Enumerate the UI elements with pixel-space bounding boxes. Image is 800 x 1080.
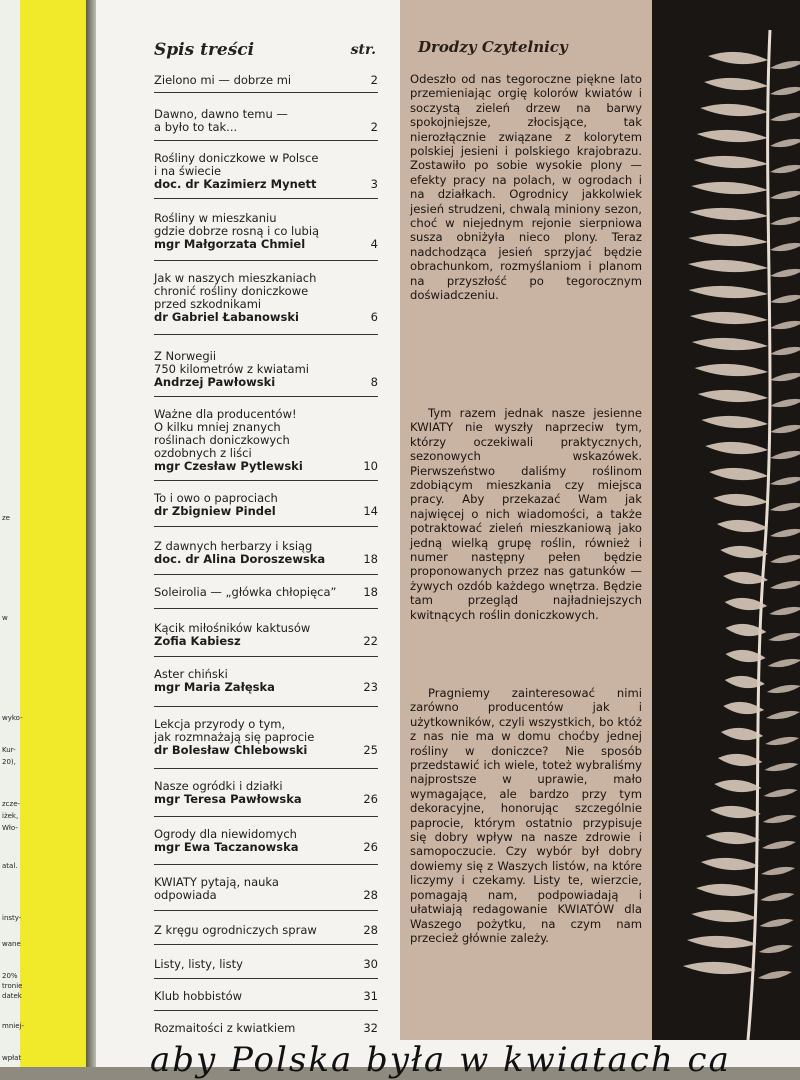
previous-page-edge [0,0,23,1067]
fern-leaflet [717,520,768,532]
fern-stem [748,30,770,1040]
fern-photograph [652,0,800,1040]
letter-paragraph: Pragniemy zainteresować nimi zarówno producentów jak i użytkowników, czyli wszystkich, bo któż z nas nie ma w domu choćby jednej rośliny w doniczce? Nie sposób przedstawić ich wiele, toteż wybraliśmy najprostsze w uprawie, mało wymagające, ale bardzo przy tym dekoracyjne, honorując szczególnie paprocie, którym ostatnio przypisuje się dobry wpływ na nasze zdrowie i samopoczucie. Czy wybór był dobry dowiemy się z Waszych listów, na które liczymy i czekamy. Listy te, wierzcie, pomagają nam, podpowiadają i ułatwiają redagowanie KWIATÓW dla Waszego pożytku, na czym nam przecież głównie zależy. [410,686,642,945]
toc-author: Andrzej Pawłowski [154,375,276,389]
fern-leaflet [723,572,768,584]
fragment: 20), [2,758,16,766]
toc-item: Z kręgu ogrodniczych spraw 28 [154,923,378,937]
fern-leaflet [770,113,800,121]
divider [154,334,378,335]
fern-leaflet [762,841,796,849]
fern-leaflet [770,347,800,355]
fern-leaflet [770,269,800,277]
divider [154,574,378,575]
fern-leaflet [687,936,757,948]
toc-item: Rośliny doniczkowe w Polsce i na świecie doc. dr Kazimierz Mynett 3 [154,151,378,191]
fern-leaflet [770,139,800,147]
toc-page-number: 10 [363,459,378,473]
fern-leaflet [768,659,800,667]
toc-item: Nasze ogródki i działki mgr Teresa Pawłowska 26 [154,779,378,806]
toc-item: To i owo o paprociach dr Zbigniew Pindel 14 [154,491,378,518]
fern-leaflet [770,295,800,303]
toc-item: Aster chiński mgr Maria Załęska 23 [154,667,378,694]
toc-page-number: 2 [370,120,378,134]
fern-leaflet [698,390,768,402]
divider [154,480,378,481]
fern-leaflet [689,286,768,298]
fern-leaflet [770,217,800,225]
divider [154,816,378,817]
fern-leaflet [761,867,795,875]
fern-leaflet [766,711,800,719]
fern-leaflet [760,919,794,927]
toc-page-number: 8 [370,375,378,389]
toc-author: mgr Teresa Pawłowska [154,792,302,806]
fern-leaflet [764,789,798,797]
divider [154,198,378,199]
fragment: wane [2,940,21,948]
toc-item: Rozmaitości z kwiatkiem 32 [154,1021,378,1035]
fern-leaflet [713,494,768,506]
fern-leaflet [696,884,758,896]
fragment: w [2,614,8,622]
fern-leaflet [769,607,800,615]
toc-heading [154,40,384,66]
divider [154,260,378,261]
fern-leaflet [697,130,768,142]
toc-item: Soleirolia — „główka chłopięca” 18 [154,585,378,599]
fern-leaflet [704,78,768,90]
toc-author: mgr Maria Załęska [154,680,275,694]
toc-page-number: 23 [363,680,378,694]
fern-leaflet [770,477,800,485]
toc-author: dr Zbigniew Pindel [154,504,276,518]
toc-page-number: 18 [363,552,378,566]
toc-title: Spis treści [154,40,255,60]
fern-leaflet [759,945,793,953]
toc-item: Klub hobbistów 31 [154,989,378,1003]
fern-leaflet [770,529,800,537]
fern-leaflet [688,260,768,272]
divider [154,526,378,527]
fern-leaflet [694,156,768,168]
toc-item: Jak w naszych mieszkaniach chronić rośliny doniczkowe przed szkodnikami dr Gabriel Łabanowski 6 [154,271,378,324]
toc-item: Z dawnych herbarzy i ksiąg doc. dr Alina Doroszewska 18 [154,539,378,566]
toc-page-number: 14 [363,504,378,518]
toc-page-column-label: str. [350,42,376,58]
toc-page-number: 28 [363,923,378,937]
divider [154,92,378,93]
fern-leaflet [709,468,768,480]
divider [154,396,378,397]
fern-leaflet [701,416,768,428]
divider [154,1010,378,1011]
fern-leaflet [700,104,768,116]
fragment: tronie [2,982,23,990]
toc-page-number: 26 [363,840,378,854]
toc-item: Lekcja przyrody o tym, jak rozmnażają się paprocie dr Bolesław Chlebowski 25 [154,717,378,757]
toc-page-number: 32 [363,1021,378,1035]
toc-item: Rośliny w mieszkaniu gdzie dobrze rosną i co lubią mgr Małgorzata Chmiel 4 [154,211,378,251]
toc-page-number: 2 [370,73,378,87]
letter-paragraph: Tym razem jednak nasze jesienne KWIATY nie wyszły naprzeciw tym, którzy oczekiwali praktycznych, sezonowych wskazówek. Pierwszeństwo daliśmy roślinom zdobiącym mieszkania czy miejsca pracy. Aby przekazać Wam jak najwięcej o nich wiadomości, a także potraktować zieleń mieszkaniową jako jedną wielką grupę roślin, również i numer następny pełen będzie proponowanych przez nas gatunków — żywych ozdób każdego wnętrza. Będzie tam przegląd najładniejszych kwitnących roślin doniczkowych. [410,406,642,622]
toc-author: doc. dr Alina Doroszewska [154,552,326,566]
divider [154,978,378,979]
fern-leaflet [770,191,800,199]
fern-leaflet [718,754,763,766]
toc-page-number: 6 [370,310,378,324]
fragment: datek [2,992,22,1000]
toc-item: Ważne dla producentów! O kilku mniej znanych roślinach doniczkowych ozdobnych z liści mgr Czesław Pytlewski 10 [154,407,378,473]
letter-heading: Drodzy Czytelnicy [418,38,568,56]
fern-leaflet [708,52,768,64]
bottom-caption: aby Polska była w kwiatach ca [150,1040,731,1080]
toc-item: Kącik miłośników kaktusów Zofia Kabiesz 22 [154,621,378,648]
toc-author: mgr Czesław Pytlewski [154,459,303,473]
fragment: atal. [2,862,18,870]
fragment: zcze- [2,800,21,808]
fern-leaflet [764,763,798,771]
toc-item: Ogrody dla niewidomych mgr Ewa Taczanowska 26 [154,827,378,854]
fern-leaflet [701,858,759,870]
divider [154,140,378,141]
fern-leaflet [768,633,800,641]
toc-page-number: 4 [370,237,378,251]
toc-page-number: 18 [363,585,378,599]
fern-leaflet [770,581,800,589]
fern-leaflet [770,61,800,69]
fern-leaflet [758,971,792,979]
fern-illustration [652,0,800,1040]
fern-leaflet [770,503,800,511]
fern-leaflet [688,234,768,246]
fern-leaflet [705,442,768,454]
fern-leaflet [765,737,799,745]
fern-leaflet [763,815,797,823]
fragment: wpłat [2,1054,22,1062]
divider [154,768,378,769]
divider [154,864,378,865]
fern-leaflet [770,165,800,173]
fern-leaflet [692,338,768,350]
fragment: wyko- [2,714,23,722]
fern-leaflet [706,832,760,844]
fern-leaflet [770,373,800,381]
toc-item: Z Norwegii 750 kilometrów z kwiatami Andrzej Pawłowski 8 [154,349,378,389]
fern-leaflet [690,312,768,324]
fern-leaflet [694,364,768,376]
fern-leaflet [683,962,756,974]
toc-author: mgr Ewa Taczanowska [154,840,299,854]
toc-item: Listy, listy, listy 30 [154,957,378,971]
divider [154,706,378,707]
fragment: insty- [2,914,22,922]
fragment: 20% [2,972,18,980]
fragment: ze [2,514,10,522]
toc-page-number: 3 [370,177,378,191]
fragment: Wło- [2,824,18,832]
fragment: Kur- [2,746,16,754]
fern-leaflet [770,555,800,563]
divider [154,608,378,609]
fern-leaflet [770,243,800,251]
toc-page-number: 22 [363,634,378,648]
toc-page-number: 31 [363,989,378,1003]
toc-item: Dawno, dawno temu — a było to tak... 2 [154,107,378,134]
fern-leaflet [770,399,800,407]
toc-page-number: 26 [363,792,378,806]
toc-author: dr Gabriel Łabanowski [154,310,299,324]
toc-page-number: 28 [363,888,378,902]
toc-author: mgr Małgorzata Chmiel [154,237,306,251]
fern-leaflet [770,451,800,459]
fern-leaflet [691,910,757,922]
fern-leaflet [714,780,761,792]
letter-paragraph: Odeszło od nas tegoroczne piękne lato przemieniając orgię kolorów kwiatów i soczystą zieleń drzew na barwy spokojniejsze, złocisjące, tak nierozłącznie związane z kolorytem polskiej jesieni i polskiego krajobrazu. Zostawiło po sobie wysokie plony — efekty pracy na polach, w ogrodach i na działkach. Ogrodnicy jakkolwiek jesień strudzeni, chwalą miniony sezon, choć w niejednym rejonie sierpniowa susza obniżyła nieco plony. Teraz nadchodząca jesień sprzyjać będzie obrachunkom, rozmyślaniom i planom na przyszłość po tegorocznym doświadczeniu. [410,72,642,303]
toc-page [96,0,400,1067]
fern-leaflet [720,546,768,558]
fragment: iżek, [2,812,19,820]
toc-author: Zofia Kabiesz [154,634,241,648]
fern-leaflet [770,87,800,95]
divider [154,656,378,657]
fern-leaflet [767,685,800,693]
divider [154,944,378,945]
fern-leaflet [691,182,768,194]
page-gutter [86,0,96,1067]
toc-page-number: 25 [363,743,378,757]
fern-leaflet [710,806,761,818]
fern-leaflet [770,425,800,433]
toc-item: KWIATY pytają, nauka odpowiada 28 [154,875,378,902]
toc-author: doc. dr Kazimierz Mynett [154,177,317,191]
fern-leaflet [770,321,800,329]
fern-leaflet [760,893,794,901]
toc-page-number: 30 [363,957,378,971]
toc-item: Zielono mi — dobrze mi 2 [154,73,378,87]
fragment: mniej- [2,1022,24,1030]
toc-author: dr Bolesław Chlebowski [154,743,308,757]
divider [154,910,378,911]
editorial-letter [400,0,652,1040]
fern-leaflet [689,208,768,220]
